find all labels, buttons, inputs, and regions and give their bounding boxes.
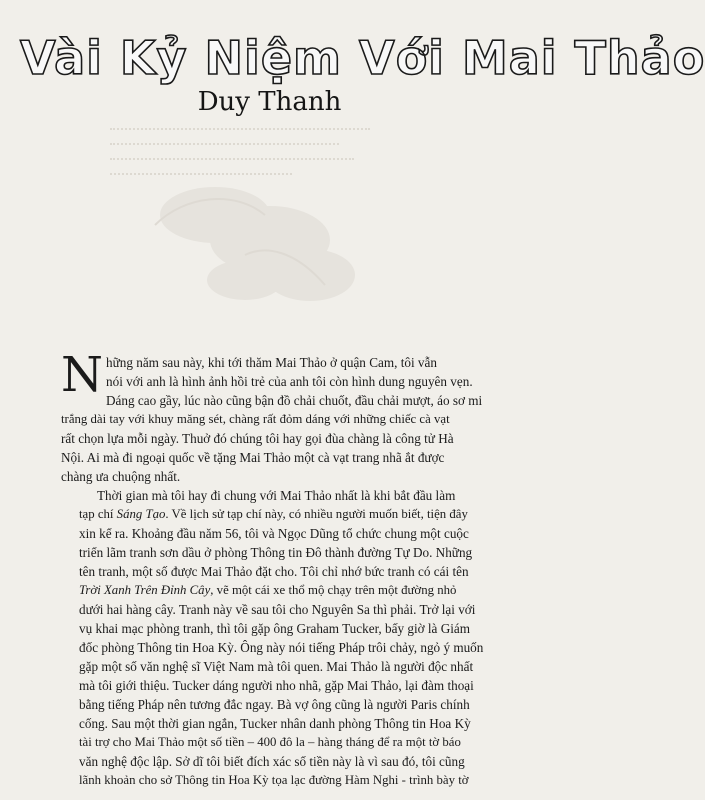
- text-line: gặp một số văn nghệ sĩ Việt Nam mà tôi quen. Mai Thảo là người độc nhất: [79, 659, 474, 674]
- paragraph: [61, 486, 504, 790]
- faded-line: [110, 143, 339, 152]
- text-line: Trời Xanh Trên Đỉnh Cây, vẽ một cái xe thổ mộ chạy trên một đường nhỏ: [79, 583, 457, 597]
- text-line: rất chọn lựa mỗi ngày. Thuở đó chúng tôi hay gọi đùa chàng là công tử Hà: [61, 431, 454, 446]
- text-line: cống. Sau một thời gian ngắn, Tucker nhân danh phòng Thông tin Hoa Kỳ: [79, 716, 471, 731]
- article-body: [61, 347, 504, 790]
- text-line: dưới hai hàng cây. Tranh này về sau tôi cho Nguyên Sa thì phải. Trở lại với: [79, 602, 476, 617]
- text-line: trắng dài tay với khuy măng sét, chàng rất đỏm dáng với những chiếc cà vạt: [61, 412, 450, 426]
- text-line: triển lãm tranh sơn dầu ở phòng Thông tin Đô thành đường Tự Do. Những: [79, 545, 473, 560]
- article-author: Duy Thanh: [197, 87, 342, 117]
- text-line: văn nghệ độc lập. Sở dĩ tôi biết đích xác số tiền này là vì sau đó, tôi cũng: [79, 754, 465, 769]
- text-line: xin kể ra. Khoảng đầu năm 56, tôi và Ngọc Dũng tổ chức chung một cuộc: [79, 526, 469, 541]
- text-line: nói với anh là hình ảnh hồi trẻ của anh tôi còn hình dung nguyên vẹn.: [106, 374, 473, 389]
- drop-cap: N: [61, 347, 103, 403]
- text-line: Thời gian mà tôi hay đi chung với Mai Thảo nhất là khi bắt đầu làm: [97, 488, 456, 503]
- text-line: Nội. Ai mà đi ngoại quốc về tặng Mai Thảo một cà vạt trang nhã ắt được: [61, 450, 445, 465]
- text-line: Dáng cao gầy, lúc nào cũng bận đồ chải chuốt, đầu chải mượt, áo sơ mi: [106, 393, 483, 408]
- faded-line: [110, 128, 370, 137]
- paragraph: [61, 347, 504, 486]
- text-line: vụ khai mạc phòng tranh, thì tôi gặp ông Graham Tucker, bấy giờ là Giám: [79, 621, 471, 636]
- text-line: tên tranh, một số được Mai Thảo đặt cho. Tôi chỉ nhớ bức tranh có cái tên: [79, 564, 469, 579]
- text-line: đốc phòng Thông tin Hoa Kỳ. Ông này nói tiếng Pháp trôi chảy, ngỏ ý muốn: [79, 640, 484, 655]
- text-line: bằng tiếng Pháp nên tương đắc ngay. Bà vợ ông cũng là người Paris chính: [79, 697, 470, 712]
- text-line: tạp chí Sáng Tạo. Về lịch sử tạp chí này, có nhiều người muốn biết, tiện đây: [79, 507, 468, 521]
- text-line: tài trợ cho Mai Thảo một số tiền – 400 đô la – hàng tháng để ra một tờ báo: [79, 735, 461, 749]
- text-line: hững năm sau này, khi tới thăm Mai Thảo ở quận Cam, tôi vẫn: [106, 355, 437, 370]
- text-line: chàng ưa chuộng nhất.: [61, 469, 181, 484]
- text-line: lãnh khoản cho sở Thông tin Hoa Kỳ tọa lạc đường Hàm Nghi - trình bày tờ: [79, 773, 469, 787]
- faded-illustration: [95, 155, 415, 335]
- article-title: Vài Kỷ Niệm Với Mai Thảo: [20, 31, 705, 85]
- text-line: mà tôi giới thiệu. Tucker dáng người nho nhã, gặp Mai Thảo, lại đàm thoại: [79, 678, 474, 693]
